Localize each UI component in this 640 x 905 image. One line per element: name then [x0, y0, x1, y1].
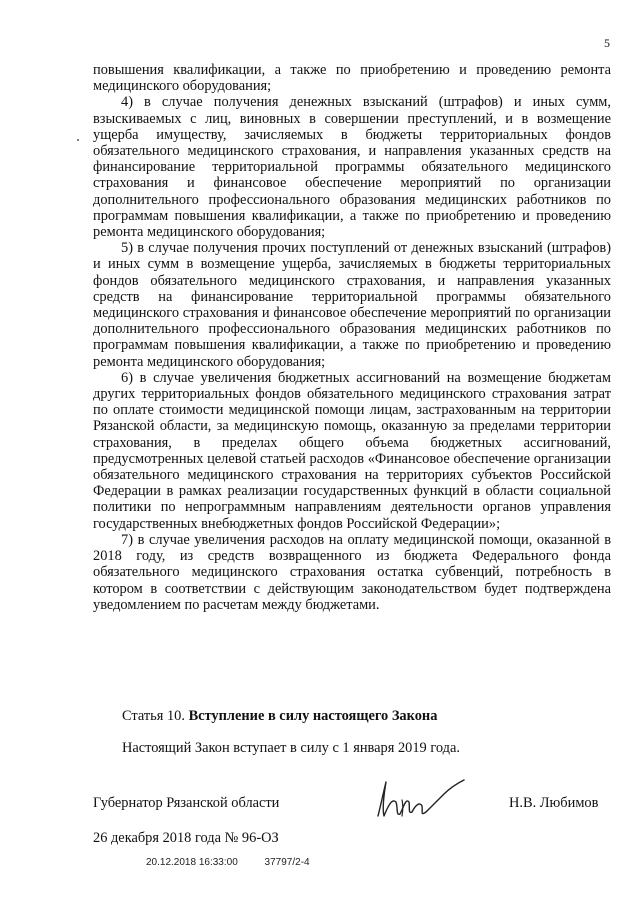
paragraph-item-5: 5) в случае получения прочих поступлений от денежных взысканий (штрафов) и иных сумм в возмещение ущерба, зачисляемых в бюджеты территориальных фондов обязательного медицинского страхования, и направления указанных средств на финансирование территориальной программы обязательного медицинского страхования и финансовое обеспечение мероприятий по организации дополнительного профессионального образования медицинских работников по программам повышения квалификации, а также по приобретению и проведению ремонта медицинского оборудования; [93, 240, 611, 370]
paragraph-item-4: 4) в случае получения денежных взысканий (штрафов) и иных сумм, взыскиваемых с лиц, виновных в совершении преступлений, и в возмещение ущерба имуществу, зачисляемых в бюджеты территориальных фондов обязательного медицинского страхования, и направления указанных средств на финансирование территориальной программы обязательного медицинского страхования и финансовое обеспечение мероприятий по организации дополнительного профессионального образования медицинских работников по программам повышения квалификации, а также по приобретению и проведению ремонта медицинского оборудования; [93, 94, 611, 241]
paragraph-item-6: 6) в случае увеличения бюджетных ассигнований на возмещение бюджетам других территориальных фондов обязательного медицинского страхования затрат по оплате стоимости медицинской помощи лицам, застрахованным на территории Рязанской области, за медицинскую помощь, оказанную за пределами территории страхования, в пределах общего объема бюджетных ассигнований, предусмотренных целевой статьей расходов «Финансовое обеспечение организации обязательного медицинского страхования на территориях субъектов Российской Федерации в рамках реализации государственных функций в области социальной политики по непрограммным направлениям деятельности органов управления государственных внебюджетных фондов Российской Федерации»; [93, 369, 611, 532]
article-text: Настоящий Закон вступает в силу с 1 января 2019 года. [122, 740, 460, 756]
article-title: Вступление в силу настоящего Закона [188, 708, 438, 724]
footer-code: 37797/2-4 [264, 857, 310, 868]
margin-mark [77, 139, 79, 141]
document-footer [146, 857, 334, 868]
handwritten-signature [372, 776, 468, 822]
article-heading [122, 708, 437, 725]
paragraph-item-7: 7) в случае увеличения расходов на оплату медицинской помощи, оказанной в 2018 году, из средств возвращенного из бюджета Федерального фонда обязательного медицинского страхования остатка субвенций, потребность в котором в соответствии с действующим законодательством будет подтверждена уведомлением по расчетам между бюджетами. [93, 531, 611, 613]
paragraph-continuation: повышения квалификации, а также по приобретению и проведению ремонта медицинского оборудования; [93, 62, 611, 95]
document-body [93, 62, 611, 613]
page-number: 5 [604, 36, 610, 50]
footer-timestamp: 20.12.2018 16:33:00 [146, 857, 238, 868]
law-date-number: 26 декабря 2018 года № 96-ОЗ [93, 830, 279, 846]
governor-position: Губернатор Рязанской области [93, 795, 280, 811]
article-label: Статья 10. [122, 708, 185, 724]
governor-name: Н.В. Любимов [509, 795, 599, 811]
